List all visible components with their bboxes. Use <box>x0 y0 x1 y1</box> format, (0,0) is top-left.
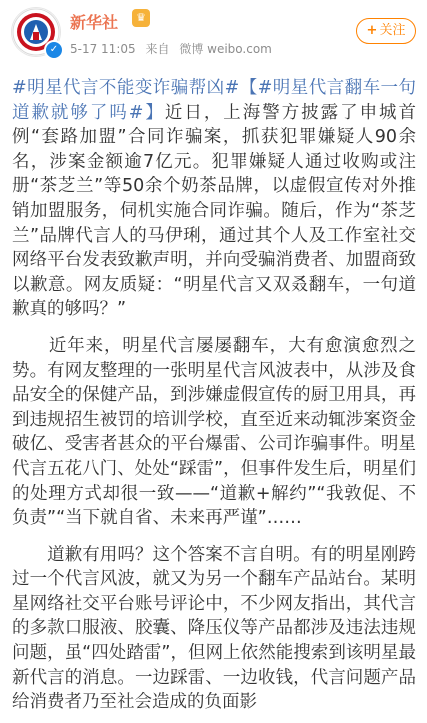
paragraph-3 <box>12 543 416 715</box>
source-name[interactable]: 微博 weibo.com <box>179 42 272 56</box>
paragraph-text: 近日，上海警方披露了申城首例“套路加盟”合同诈骗案，抓获犯罪嫌疑人90余名，涉案金额逾7亿元。犯罪嫌疑人通过收购或注册“茶芝兰”等50余个奶茶品牌，以虚假宣传对外推销加盟服务，伺机实施合同诈骗。随后，作为“茶芝兰”品牌代言人的马伊琍，通过其个人及工作室社交网络平台发表致歉声明，并向受骗消费者、加盟商致以歉意。网友质疑：“明星代言又双叒翻车，一句道歉真的够吗？” <box>12 102 417 320</box>
account-name[interactable]: 新华社 <box>70 13 119 32</box>
hashtag-link[interactable]: 【#明星代言翻车一句道歉就够了吗#】 <box>12 78 416 123</box>
follow-label: 关注 <box>379 23 406 38</box>
post-time: 5-17 11:05 <box>70 42 136 56</box>
paragraph-text: 道歉有用吗？这个答案不言自明。有的明星刚跨过一个代言风波，就又为另一个翻车产品站台。某明星网络社交平台账号评论中，不少网友指出，其代言的多款口服液、胶囊、降压仪等产品都涉及违法违规问题，虽“四处踏雷”，但网上依然能搜索到该明星最新代言的消息。一边踩雷、一边收钱，代言问题产品给消费者乃至社会造成的负面影 <box>12 544 417 713</box>
post-meta <box>70 40 278 57</box>
hashtag-link[interactable]: #明星代言不能变诈骗帮凶# <box>12 78 240 98</box>
follow-button[interactable] <box>356 18 416 44</box>
paragraph-1 <box>12 76 416 322</box>
crown-badge-icon: ♛ <box>132 9 150 27</box>
post-header <box>0 0 427 62</box>
paragraph-2 <box>12 334 416 531</box>
plus-icon: + <box>366 23 378 38</box>
paragraph-text: 近年来，明星代言屡屡翻车，大有愈演愈烈之势。有网友整理的一张明星代言风波表中，从涉及食品安全的保健产品，到涉嫌虚假宣传的厨卫用具，再到违规招生被罚的培训学校，直至近来动辄涉案资金破亿、受害者甚众的平台爆雷、公司诈骗事件。明星代言五花八门、处处“踩雷”，但事件发生后，明星们的处理方式却很一致——“道歉+解约”“我敦促、不负责”“当下就自省、未来再严谨”…… <box>12 335 417 529</box>
post-content <box>12 76 416 715</box>
source-prefix: 来自 <box>145 42 170 56</box>
verified-icon: ✓ <box>44 40 64 60</box>
